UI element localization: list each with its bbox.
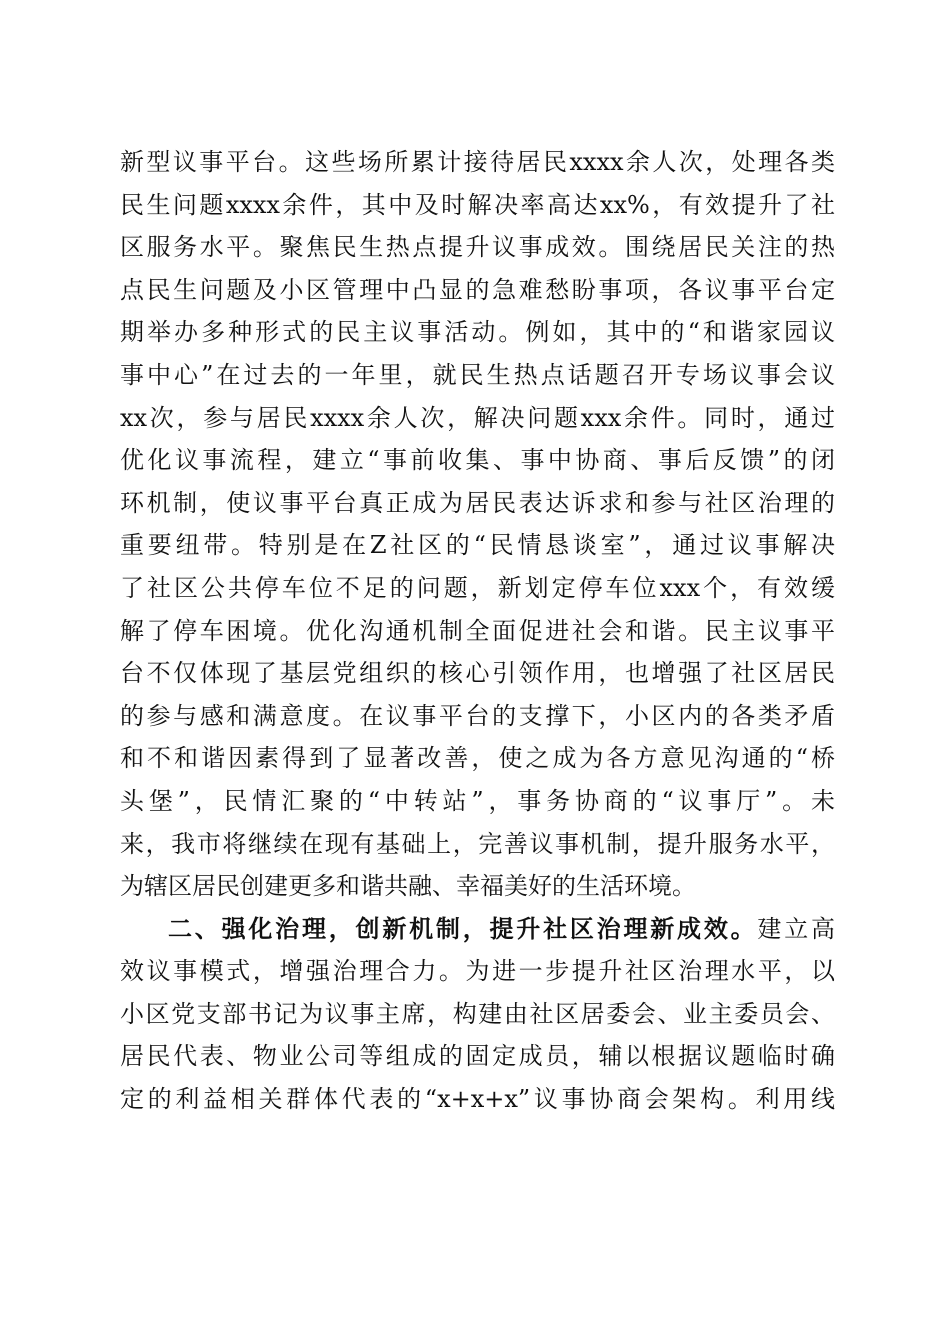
text-line: 事中心”在过去的一年里，就民生热点话题召开专场议事会议 bbox=[120, 360, 835, 389]
text-line: 新型议事平台。这些场所累计接待居民xxxx余人次，处理各类 bbox=[120, 148, 835, 176]
text-line: 区服务水平。聚焦民生热点提升议事成效。围绕居民关注的热 bbox=[120, 233, 835, 262]
text-line: 了社区公共停车位不足的问题，新划定停车位xxx个，有效缓 bbox=[120, 573, 835, 602]
text-line: 环机制，使议事平台真正成为居民表达诉求和参与社区治理的 bbox=[120, 488, 835, 517]
text-line: 小区党支部书记为议事主席，构建由社区居委会、业主委员会、 bbox=[120, 999, 835, 1028]
text-line: 为辖区居民创建更多和谐共融、幸福美好的生活环境。 bbox=[120, 872, 696, 901]
text-line: 解了停车困境。优化沟通机制全面促进社会和谐。民主议事平 bbox=[120, 616, 835, 645]
text-line: 头堡”，民情汇聚的“中转站”，事务协商的“议事厅”。未 bbox=[120, 786, 835, 815]
section-heading: 二、强化治理，创新机制，提升社区治理新成效。 bbox=[168, 914, 758, 943]
section-first-line bbox=[120, 908, 835, 951]
text-line: 居民代表、物业公司等组成的固定成员，辅以根据议题临时确 bbox=[120, 1042, 835, 1071]
section-first-line-text: 建立高 bbox=[757, 914, 836, 943]
text-line: 台不仅体现了基层党组织的核心引领作用，也增强了社区居民 bbox=[120, 659, 835, 688]
paragraph-2 bbox=[120, 908, 835, 1121]
text-line: 来，我市将继续在现有基础上，完善议事机制，提升服务水平， bbox=[120, 829, 835, 858]
text-line: xx次，参与居民xxxx余人次，解决问题xxx余件。同时，通过 bbox=[120, 403, 835, 432]
text-line: 的参与感和满意度。在议事平台的支撑下，小区内的各类矛盾 bbox=[120, 701, 835, 730]
text-line: 和不和谐因素得到了显著改善，使之成为各方意见沟通的“桥 bbox=[120, 744, 835, 773]
text-line: 民生问题xxxx余件，其中及时解决率高达xx%，有效提升了社 bbox=[120, 190, 835, 219]
text-line: 优化议事流程，建立“事前收集、事中协商、事后反馈”的闭 bbox=[120, 446, 835, 475]
text-line: 点民生问题及小区管理中凸显的急难愁盼事项，各议事平台定 bbox=[120, 275, 835, 304]
text-line: 期举办多种形式的民主议事活动。例如，其中的“和谐家园议 bbox=[120, 318, 835, 347]
text-line: 定的利益相关群体代表的“x+x+x”议事协商会架构。利用线 bbox=[120, 1085, 835, 1114]
text-line: 重要纽带。特别是在Z社区的“民情恳谈室”，通过议事解决 bbox=[120, 531, 835, 560]
document-body bbox=[120, 141, 835, 1121]
paragraph-1 bbox=[120, 141, 835, 908]
text-line: 效议事模式，增强治理合力。为进一步提升社区治理水平，以 bbox=[120, 957, 835, 986]
